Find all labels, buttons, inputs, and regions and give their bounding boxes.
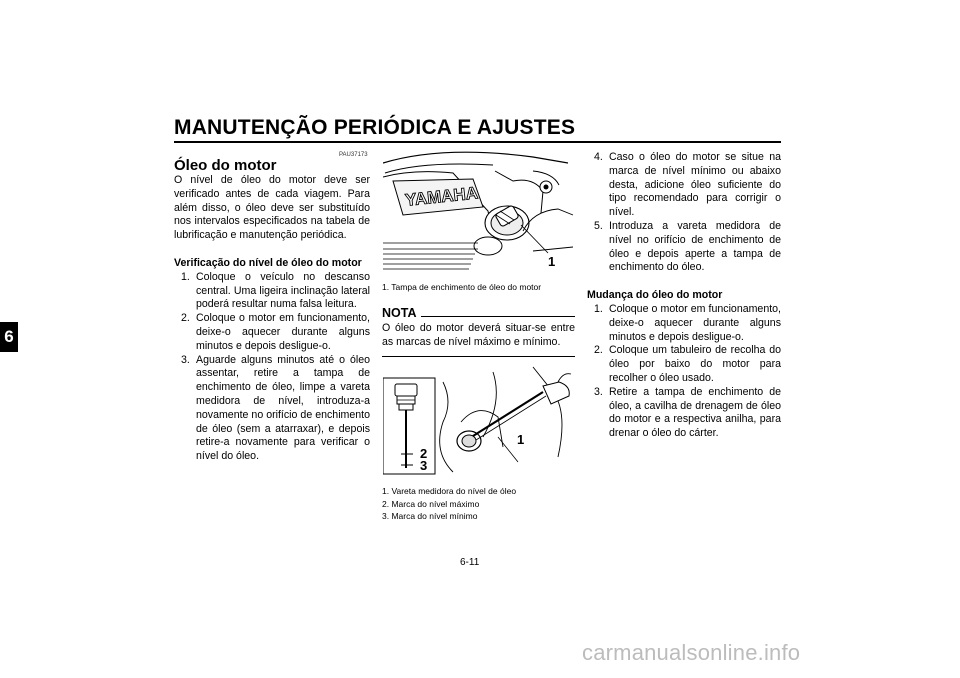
section-title: Óleo do motor — [174, 157, 277, 174]
page-title: MANUTENÇÃO PERIÓDICA E AJUSTES — [174, 116, 576, 139]
step-text: Introduza a vareta medidora de nível no orifício de enchimento de óleo e depois aperte a tampa de enchimento do óleo. — [609, 219, 781, 274]
caption-line: 1. Vareta medidora do nível de óleo — [382, 486, 517, 496]
list-item — [587, 151, 781, 220]
column-right — [587, 151, 781, 441]
caption-line: 2. Marca do nível máximo — [382, 498, 480, 509]
dipstick-illustration — [383, 362, 575, 477]
column-left — [174, 174, 370, 464]
figure2-captions — [382, 485, 575, 523]
section-code: PAU37173 — [339, 152, 368, 158]
step-text: Aguarde alguns minutos até o óleo assentar, retire a tampa de enchimento de óleo, limpe a vareta medidora de nível, introduza-a novamente no orifício de enchimento de óleo (sem a atarraxar), e depois retire-a novamente para verificar o nível do óleo. — [196, 353, 370, 463]
step-text: Coloque o motor em funcionamento, deixe-o aquecer durante alguns minutos e depois desligue-o. — [609, 302, 781, 343]
list-item — [174, 312, 370, 353]
list-item — [587, 303, 781, 344]
note-rule — [421, 316, 576, 317]
list-item — [587, 220, 781, 275]
step-number: 3. — [594, 385, 603, 398]
step-number: 4. — [594, 151, 603, 163]
watermark-link[interactable]: carmanualsonline.info — [582, 640, 801, 665]
step-text: Coloque um tabuleiro de recolha do óleo por baixo do motor para recolher o óleo usado. — [609, 344, 781, 384]
note-box — [382, 306, 575, 357]
title-rule — [174, 141, 781, 143]
change-oil-heading: Mudança do óleo do motor — [587, 289, 723, 302]
step-number: 1. — [181, 270, 190, 283]
note-header — [382, 306, 575, 320]
callout-min: 3 — [420, 458, 428, 473]
list-item — [587, 344, 781, 385]
check-level-steps-continued — [587, 151, 781, 275]
brand-logo: YAMAHA — [404, 183, 479, 210]
step-number: 1. — [594, 302, 603, 315]
change-oil-steps — [587, 303, 781, 441]
note-text: O óleo do motor deverá situar-se entre as marcas de nível máximo e mínimo. — [382, 322, 575, 348]
list-item — [587, 386, 781, 441]
caption-line: 3. Marca do nível mínimo — [382, 511, 478, 522]
check-level-heading: Verificação do nível de óleo do motor — [174, 256, 362, 269]
callout-dipstick: 1 — [517, 432, 525, 447]
check-level-steps — [174, 271, 370, 464]
note-bottom-rule — [382, 356, 575, 357]
callout-max: 2 — [420, 446, 428, 461]
figure-dipstick — [383, 362, 575, 477]
figure-oil-filler-cap — [383, 151, 575, 276]
intro-paragraph: O nível de óleo do motor deve ser verificado antes de cada viagem. Para além disso, o óleo deve ser substituído nos intervalos especificados na tabela de lubrificação e manutenção periódica. — [174, 174, 370, 242]
step-number: 5. — [594, 219, 603, 232]
engine-illustration — [383, 151, 575, 276]
step-text: Caso o óleo do motor se situe na marca de nível mínimo ou abaixo desta, adicione óleo suficiente do tipo recomendado para corrigir o nível. — [609, 151, 781, 219]
step-text: Retire a tampa de enchimento de óleo, a cavilha de drenagem de óleo do motor e a respectiva anilha, para drenar o óleo do cárter. — [609, 385, 781, 440]
step-number: 2. — [594, 344, 603, 357]
list-item — [174, 271, 370, 312]
chapter-tab: 6 — [0, 322, 18, 352]
callout-1: 1 — [548, 254, 556, 269]
step-number: 3. — [181, 353, 190, 366]
step-number: 2. — [181, 312, 190, 325]
step-text: Coloque o veículo no descanso central. Uma ligeira inclinação lateral poderá resultar numa falsa leitura. — [196, 270, 370, 311]
step-text: Coloque o motor em funcionamento, deixe-o aquecer durante alguns minutos e depois desligue-o. — [196, 312, 370, 352]
figure1-caption: 1. Tampa de enchimento de óleo do motor — [382, 282, 542, 292]
page-number: 6-11 — [460, 557, 480, 568]
list-item — [174, 354, 370, 464]
note-title: NOTA — [382, 306, 417, 320]
